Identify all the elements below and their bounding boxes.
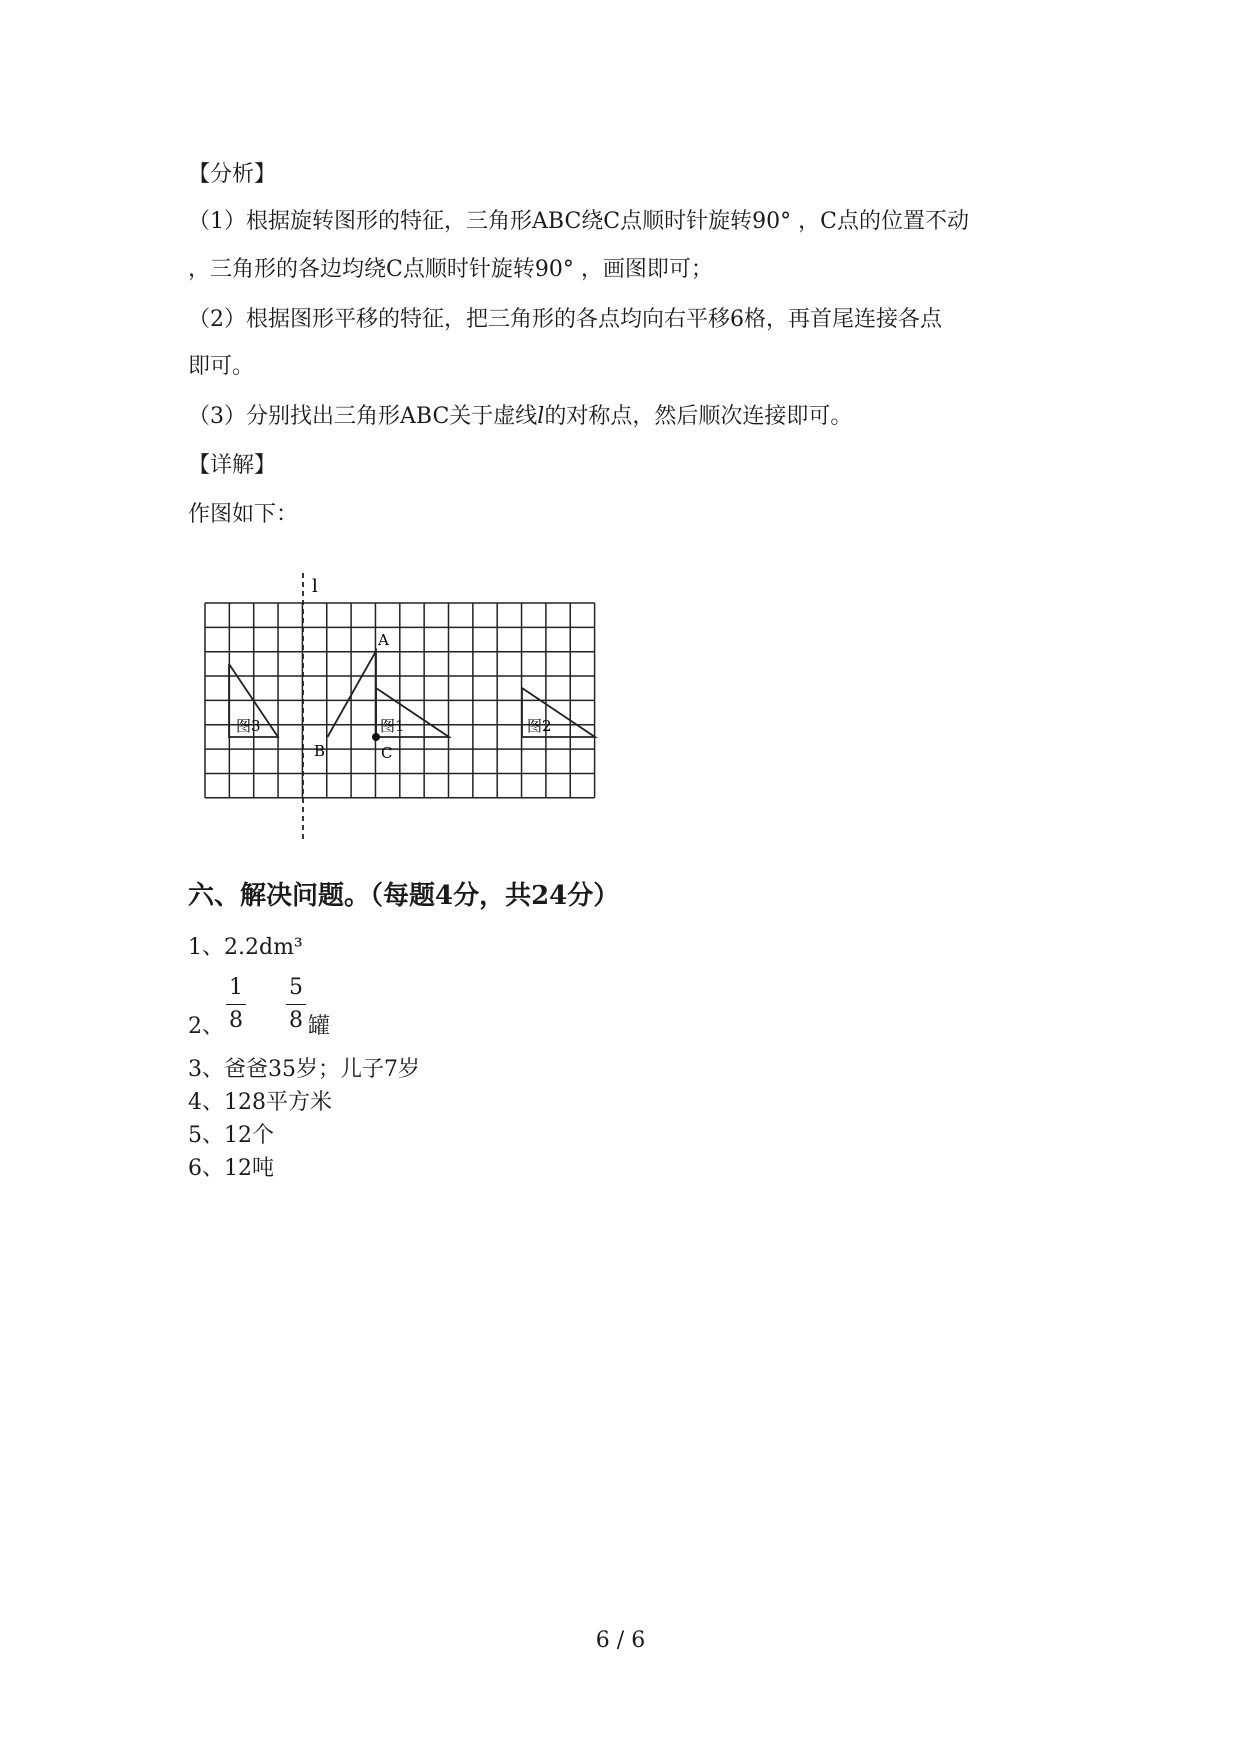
- answer-4: 4、128平方米: [188, 1090, 332, 1115]
- line-variable: l: [537, 404, 545, 429]
- answer-6: 6、12吨: [188, 1156, 274, 1181]
- analysis-heading: 【分析】: [188, 162, 277, 187]
- analysis-p2-line1: （2）根据图形平移的特征，把三角形的各点均向右平移6格，再首尾连接各点: [188, 307, 942, 332]
- analysis-p3-rest: 的对称点，然后顺次连接即可。: [544, 404, 853, 429]
- symmetry-line-label: l: [312, 576, 318, 597]
- grid: [205, 603, 595, 798]
- analysis-p3: [188, 402, 852, 432]
- fraction-2: [286, 975, 306, 1034]
- answer-2-prefix: 2、: [188, 1014, 224, 1039]
- label-fig1: 图1: [380, 717, 405, 735]
- detail-intro: 作图如下：: [188, 502, 299, 527]
- label-c: C: [381, 744, 393, 762]
- analysis-p1-line1: （1）根据旋转图形的特征，三角形ABC绕C点顺时针旋转90° ，C点的位置不动: [188, 209, 969, 234]
- fraction-1-numerator: 1: [229, 975, 243, 1000]
- geometry-figure: [190, 568, 610, 848]
- answer-1: 1、2.2dm³: [188, 935, 303, 960]
- fraction-1-denominator: 8: [229, 1008, 243, 1033]
- fraction-2-denominator: 8: [289, 1008, 303, 1033]
- answer-5: 5、12个: [188, 1123, 274, 1148]
- point-c: [372, 733, 380, 741]
- analysis-p1-line2: ，三角形的各边均绕C点顺时针旋转90° ，画图即可；: [188, 257, 713, 282]
- answer-2-unit: 罐: [308, 1014, 331, 1039]
- label-fig3: 图3: [236, 717, 261, 735]
- label-b: B: [314, 742, 326, 760]
- page-number: 6 / 6: [595, 1628, 646, 1653]
- answer-3: 3、爸爸35岁；儿子7岁: [188, 1057, 420, 1082]
- analysis-p2-line2: 即可。: [188, 354, 255, 379]
- fraction-2-numerator: 5: [289, 975, 303, 1000]
- label-fig2: 图2: [527, 717, 552, 735]
- fraction-1: [226, 975, 246, 1034]
- analysis-p3-text: （3）分别找出三角形ABC关于虚线: [188, 404, 538, 429]
- section6-title: 六、解决问题。（每题4分，共24分）: [188, 881, 620, 911]
- detail-heading: 【详解】: [188, 453, 277, 478]
- label-a: A: [378, 631, 389, 649]
